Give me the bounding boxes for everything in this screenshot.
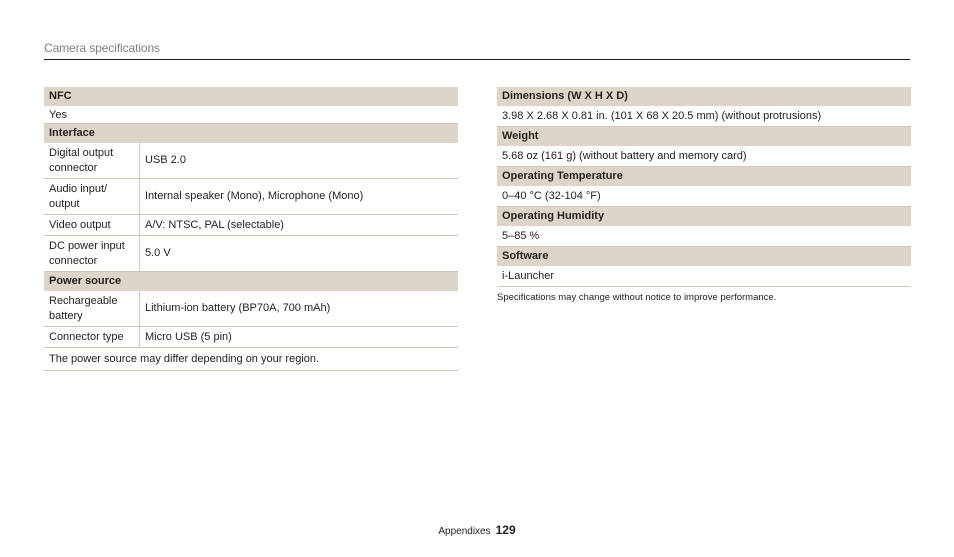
spec-row-dc-power: [44, 236, 458, 272]
spec-row-video-output: [44, 215, 458, 236]
right-spec-table: [497, 87, 911, 287]
spec-key: Connector type: [44, 327, 140, 347]
spec-key: DC power input connector: [44, 236, 140, 271]
section-heading-dimensions: Dimensions (W X H X D): [497, 87, 911, 106]
section-heading-nfc: NFC: [44, 87, 458, 106]
spec-row-audio: [44, 179, 458, 215]
power-note: The power source may differ depending on your region.: [44, 348, 458, 371]
spec-value: Internal speaker (Mono), Microphone (Mono): [145, 190, 364, 202]
section-heading-temperature: Operating Temperature: [497, 167, 911, 186]
spec-value: Lithium-ion battery (BP70A, 700 mAh): [145, 302, 331, 314]
spec-row-connector: [44, 327, 458, 348]
spec-key: Digital output connector: [44, 143, 140, 178]
header-divider: [44, 59, 910, 60]
left-spec-table: [44, 87, 458, 371]
spec-row-battery: [44, 291, 458, 327]
page-number: 129: [495, 523, 516, 537]
section-heading-humidity: Operating Humidity: [497, 207, 911, 226]
section-heading-software: Software: [497, 247, 911, 266]
spec-key: Video output: [44, 215, 140, 235]
spec-value: 5.0 V: [145, 247, 171, 259]
humidity-value: 5–85 %: [497, 226, 911, 247]
footer-section-name: Appendixes: [438, 526, 491, 537]
spec-value: A/V: NTSC, PAL (selectable): [145, 218, 284, 231]
nfc-value: Yes: [44, 106, 458, 124]
section-heading-interface: Interface: [44, 124, 458, 143]
spec-key: Audio input/ output: [44, 179, 140, 214]
page-header-title: Camera specifications: [44, 41, 160, 55]
section-heading-power: Power source: [44, 272, 458, 291]
dimensions-value: 3.98 X 2.68 X 0.81 in. (101 X 68 X 20.5 mm) (without protrusions): [497, 106, 911, 127]
spec-row-digital-output: [44, 143, 458, 179]
specifications-note: Specifications may change without notice to improve performance.: [497, 292, 777, 303]
spec-key: Rechargeable battery: [44, 291, 140, 326]
spec-value: USB 2.0: [145, 154, 186, 166]
software-value: i-Launcher: [497, 266, 911, 287]
weight-value: 5.68 oz (161 g) (without battery and memory card): [497, 146, 911, 167]
temperature-value: 0–40 °C (32-104 °F): [497, 186, 911, 207]
page-footer: [0, 523, 954, 537]
section-heading-weight: Weight: [497, 127, 911, 146]
spec-value: Micro USB (5 pin): [145, 330, 232, 343]
